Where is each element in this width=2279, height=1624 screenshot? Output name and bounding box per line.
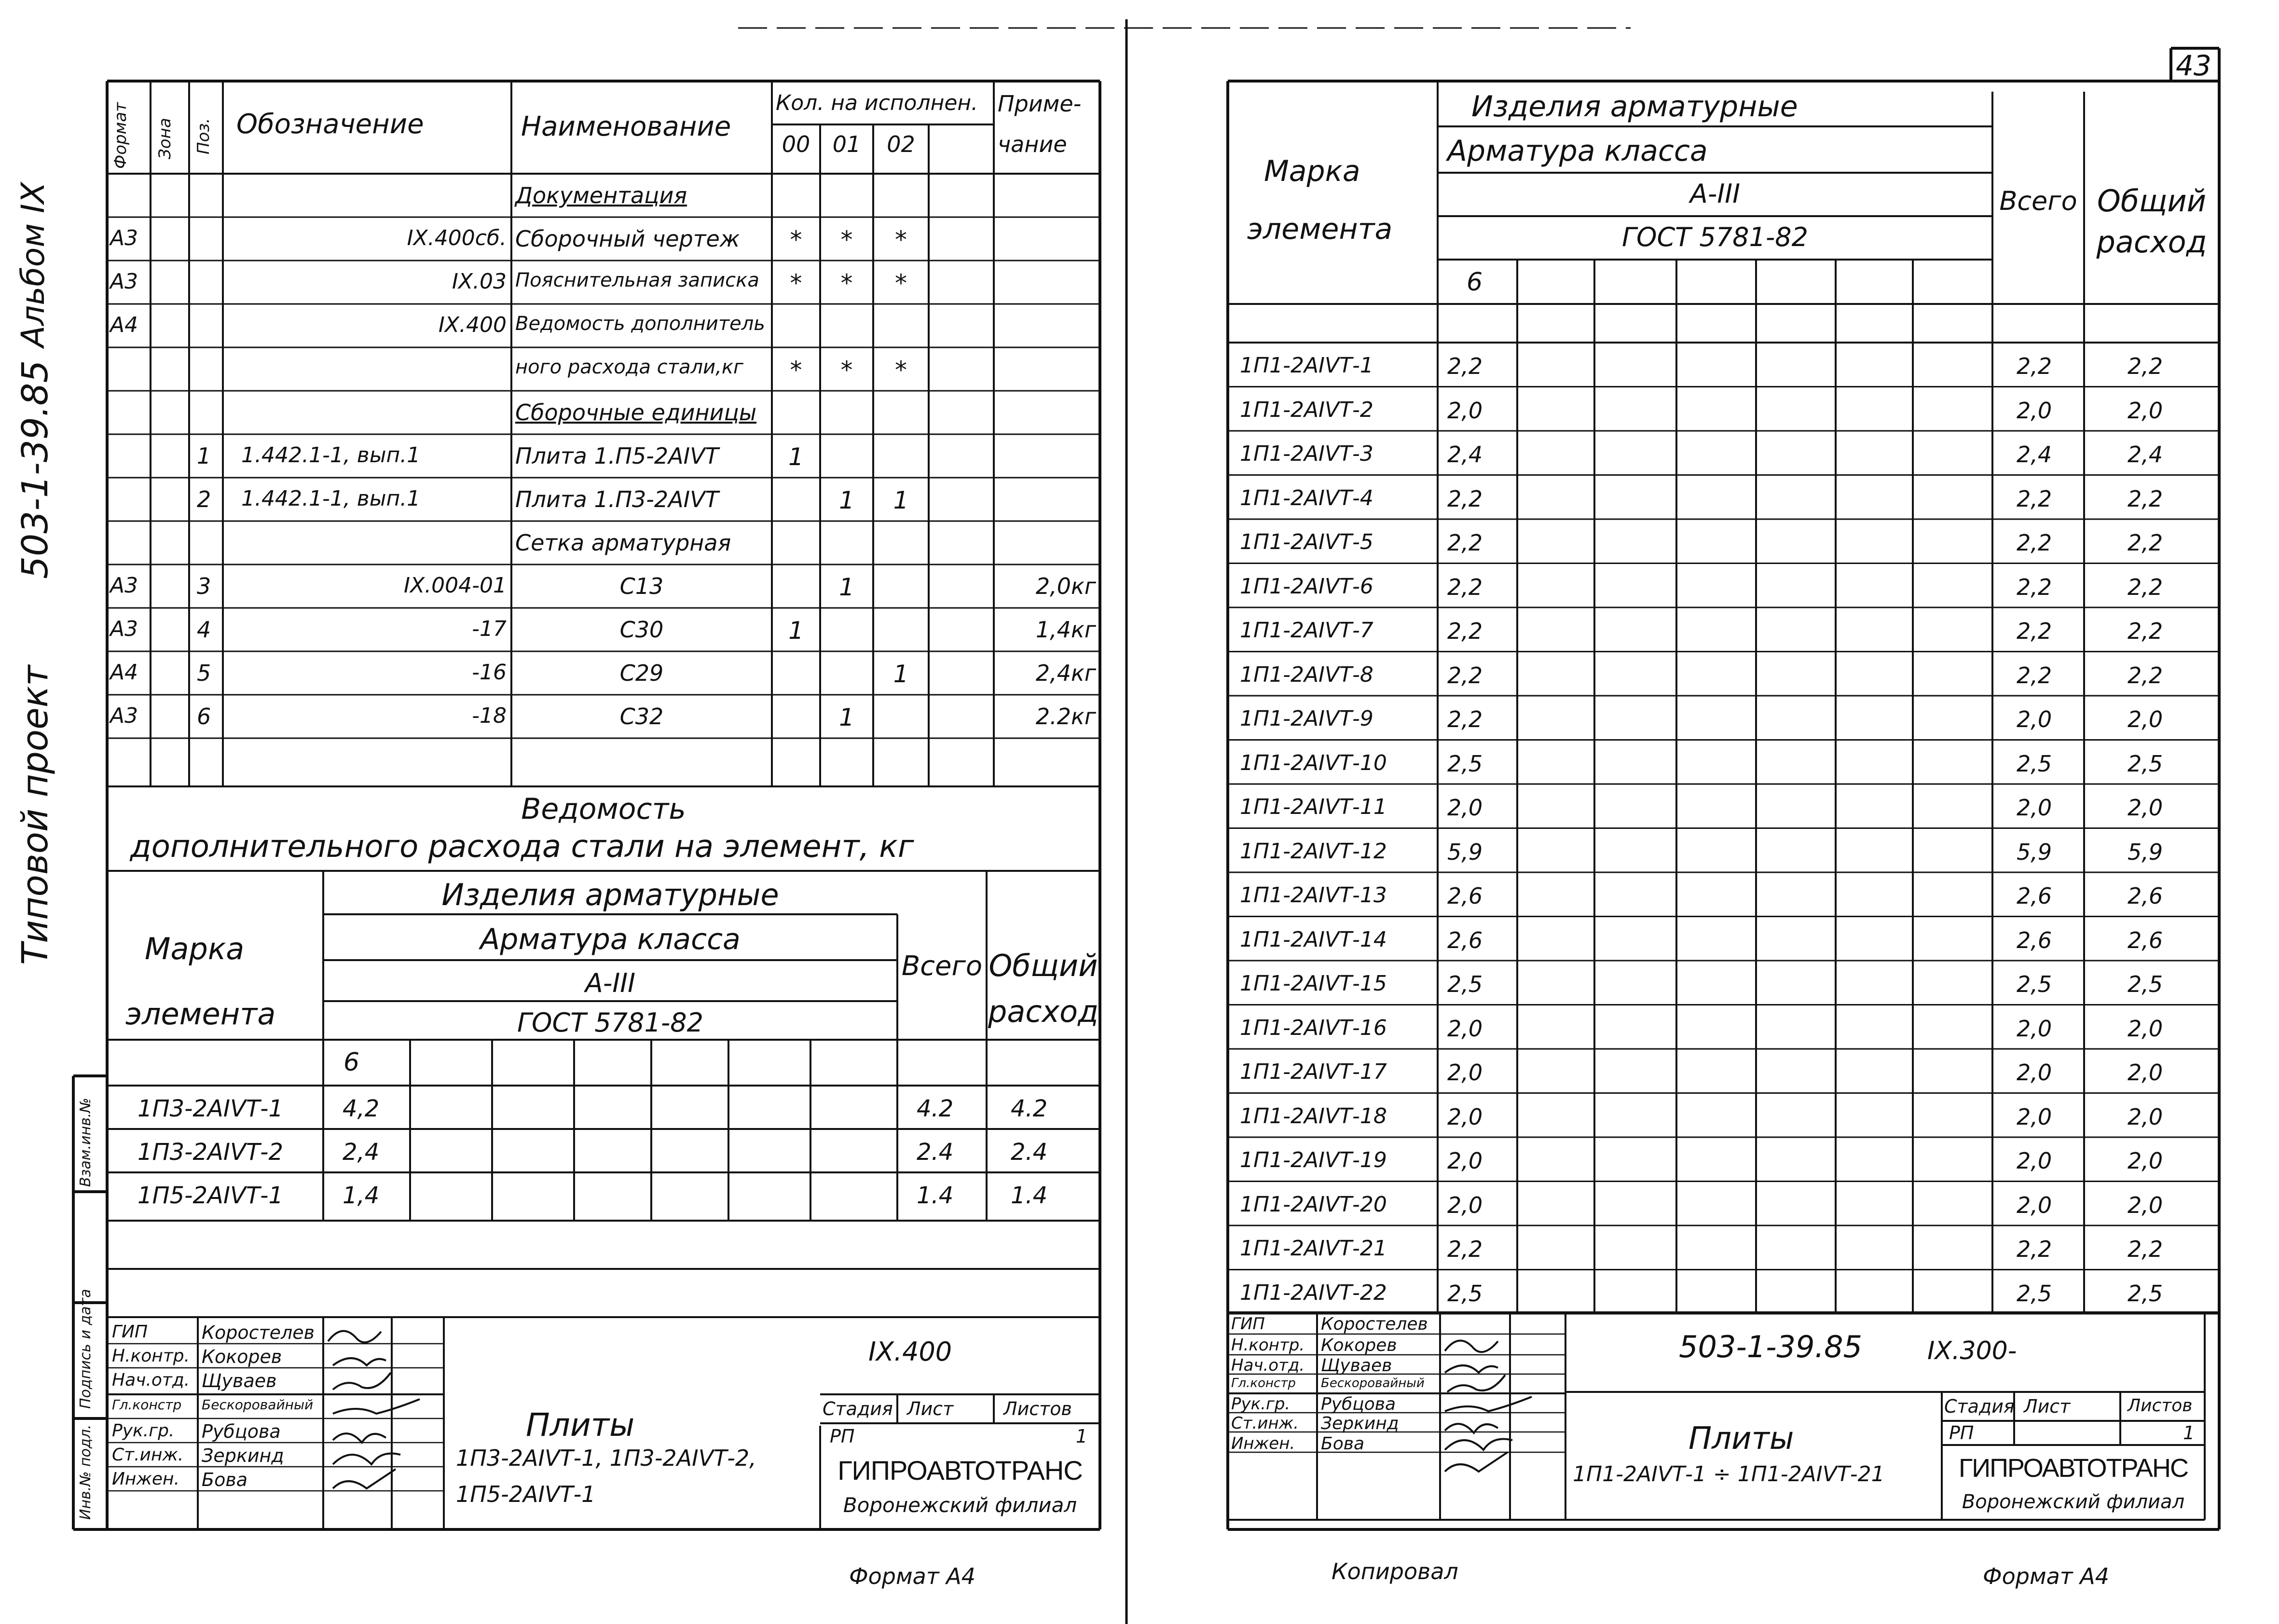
spec-format: А3 <box>110 617 138 641</box>
right-element-mark: 1П1-2АIVТ-11 <box>1240 795 1387 819</box>
right-d6-value: 2,2 <box>1447 662 1483 688</box>
spec-position: 2 <box>197 486 211 512</box>
right-total-value: 2,5 <box>2017 750 2052 777</box>
spec-header-designation: Обозначение <box>236 109 424 140</box>
right-total-value: 2,0 <box>2017 706 2052 732</box>
spec-header-variant-00: 00 <box>782 131 810 157</box>
right-common-value: 2,0 <box>2128 1192 2163 1218</box>
spec-name: ного расхода стали,кг <box>515 356 744 378</box>
right-common-value: 2,0 <box>2128 397 2163 424</box>
right-element-mark: 1П1-2АIVТ-8 <box>1240 662 1373 687</box>
spec-header-variant-02: 02 <box>887 131 915 157</box>
statement-title-2: дополнительного расхода стали на элемент, кг <box>130 829 914 865</box>
spec-qty-01: 1 <box>839 573 854 601</box>
spec-qty-00: 1 <box>788 443 804 471</box>
right-element-mark: 1П1-2АIVТ-22 <box>1240 1280 1387 1305</box>
right-d6-value: 2,2 <box>1447 706 1483 732</box>
spec-qty-00: * <box>790 226 802 254</box>
spec-name: С29 <box>619 660 664 686</box>
stamp-inv-label: Инв.№ подл. <box>77 1424 94 1520</box>
right-total-value: 2,6 <box>2017 927 2052 953</box>
right-stamp-role: Ст.инж. <box>1231 1414 1299 1433</box>
right-stamp-org: ГИПРОАВТОТРАНС <box>1959 1454 2188 1483</box>
left-total-value: 2.4 <box>917 1139 954 1166</box>
right-d6-value: 2,4 <box>1447 441 1483 468</box>
right-element-mark: 1П1-2АIVТ-3 <box>1240 441 1373 466</box>
left-stamp-doc-code: IX.400 <box>868 1336 952 1367</box>
right-total-value: 2,0 <box>2017 1148 2052 1174</box>
right-stamp-stage-label: Стадия <box>1944 1396 2015 1417</box>
right-common-value: 2,0 <box>2128 706 2163 732</box>
right-common-value: 2,0 <box>2128 1148 2163 1174</box>
left-stamp-subtitle-2: 1П5-2АIVТ-1 <box>456 1481 596 1507</box>
right-d6-value: 2,2 <box>1447 574 1483 600</box>
right-mark-header-2: элемента <box>1247 212 1393 246</box>
right-common-value: 2,2 <box>2128 485 2163 512</box>
left-stamp-role: Гл.констр <box>112 1397 182 1413</box>
right-products-header: Изделия арматурные <box>1471 90 1798 124</box>
right-common-value: 2,2 <box>2128 1236 2163 1262</box>
right-stamp-name: Кокорев <box>1321 1335 1397 1355</box>
right-element-mark: 1П1-2АIVТ-2 <box>1240 397 1373 422</box>
left-class-value: А-III <box>585 968 636 998</box>
right-total-value: 2,2 <box>2017 1236 2052 1262</box>
right-common-value: 2,0 <box>2128 795 2163 821</box>
left-stamp-role: Нач.отд. <box>112 1370 190 1390</box>
spec-name: Сетка арматурная <box>515 530 731 556</box>
spec-qty-02: 1 <box>893 486 909 514</box>
left-common-header-2: расход <box>988 994 1098 1029</box>
spec-name: Сборочные единицы <box>515 399 757 426</box>
left-total-value: 4.2 <box>917 1095 954 1122</box>
spec-designation: 1.442.1-1, вып.1 <box>241 443 421 468</box>
right-total-value: 2,2 <box>2017 618 2052 644</box>
left-stamp-role: Ст.инж. <box>112 1445 184 1465</box>
spec-designation: IX.400 <box>438 313 507 337</box>
right-total-value: 2,0 <box>2017 1103 2052 1130</box>
left-stamp-branch: Воронежский филиал <box>843 1493 1077 1517</box>
right-total-header: Всего <box>1999 186 2077 216</box>
left-diameter: 6 <box>343 1048 360 1077</box>
spec-header-pos: Поз. <box>194 118 213 154</box>
right-stamp-subtitle: 1П1-2АIVТ-1 ÷ 1П1-2АIVТ-21 <box>1573 1462 1885 1486</box>
right-stamp-role: ГИП <box>1231 1314 1265 1334</box>
left-total-header: Всего <box>901 950 983 982</box>
right-stamp-name: Коростелев <box>1321 1314 1428 1334</box>
spec-name: Плита 1.П5-2АIVТ <box>515 443 719 469</box>
right-d6-value: 2,0 <box>1447 1060 1483 1086</box>
left-stamp-stage: РП <box>830 1426 855 1447</box>
right-stamp-name: Зеркинд <box>1321 1414 1399 1433</box>
left-element-mark: 1П5-2АIVТ-1 <box>137 1182 284 1209</box>
right-total-value: 2,4 <box>2017 441 2052 468</box>
spec-position: 1 <box>197 443 211 469</box>
right-element-mark: 1П1-2АIVТ-9 <box>1240 706 1373 731</box>
spec-qty-02: 1 <box>893 660 909 688</box>
left-total-value: 1.4 <box>917 1182 954 1209</box>
spec-header-name: Наименование <box>521 111 731 142</box>
right-total-value: 2,2 <box>2017 353 2052 379</box>
left-mark-header-1: Марка <box>145 931 245 966</box>
spec-qty-00: 1 <box>788 617 804 645</box>
page-number: 43 <box>2176 49 2211 82</box>
right-d6-value: 2,2 <box>1447 353 1483 379</box>
right-gost: ГОСТ 5781-82 <box>1621 222 1809 252</box>
right-d6-value: 5,9 <box>1447 839 1483 865</box>
left-stamp-org: ГИПРОАВТОТРАНС <box>837 1455 1083 1486</box>
left-stamp-sheet-label: Лист <box>907 1398 954 1419</box>
right-common-value: 2,0 <box>2128 1060 2163 1086</box>
spec-header-zone: Зона <box>155 118 175 159</box>
right-stamp-role: Инжен. <box>1231 1434 1295 1453</box>
right-class-value: А-III <box>1689 179 1741 209</box>
right-element-mark: 1П1-2АIVТ-12 <box>1240 839 1387 864</box>
right-d6-value: 2,2 <box>1447 530 1483 556</box>
spec-name: Пояснительная записка <box>515 269 759 291</box>
stamp-replace-label: Взам.инв.№ <box>77 1098 94 1187</box>
right-stamp-role: Н.контр. <box>1231 1335 1305 1355</box>
right-total-value: 2,0 <box>2017 1060 2052 1086</box>
right-total-value: 2,0 <box>2017 1015 2052 1042</box>
spec-header-code-group: Кол. на исполнен. <box>776 91 978 115</box>
right-d6-value: 2,2 <box>1447 485 1483 512</box>
right-element-mark: 1П1-2АIVТ-15 <box>1240 971 1387 996</box>
left-stamp-title: Плиты <box>526 1406 635 1444</box>
right-common-value: 2,2 <box>2128 618 2163 644</box>
right-element-mark: 1П1-2АIVТ-16 <box>1240 1015 1387 1040</box>
right-common-value: 2,2 <box>2128 530 2163 556</box>
spec-name: С30 <box>619 617 664 643</box>
right-common-value: 2,6 <box>2128 883 2163 909</box>
spec-position: 5 <box>197 660 211 686</box>
right-stamp-name: Бескоровайный <box>1321 1376 1425 1390</box>
right-stamp-doc-code-1: 503-1-39.85 <box>1679 1329 1863 1364</box>
right-common-value: 2,4 <box>2128 441 2163 468</box>
right-stamp-name: Щуваев <box>1321 1356 1392 1376</box>
right-common-value: 5,9 <box>2128 839 2163 865</box>
right-element-mark: 1П1-2АIVТ-13 <box>1240 883 1387 908</box>
left-common-value: 4.2 <box>1011 1095 1048 1122</box>
right-stamp-role: Нач.отд. <box>1231 1356 1305 1375</box>
statement-title-1: Ведомость <box>521 792 686 826</box>
right-d6-value: 2,6 <box>1447 883 1483 909</box>
left-d6-value: 2,4 <box>343 1139 380 1166</box>
right-element-mark: 1П1-2АIVТ-7 <box>1240 618 1373 643</box>
spec-name: Плита 1.П3-2АIVТ <box>515 486 719 512</box>
spec-qty-02: * <box>895 269 907 297</box>
spec-header-note-2: чание <box>998 131 1067 157</box>
left-element-mark: 1П3-2АIVТ-2 <box>137 1139 284 1166</box>
right-diameter: 6 <box>1467 268 1483 297</box>
spec-format: А3 <box>110 573 138 598</box>
right-stamp-stage: РП <box>1949 1422 1974 1444</box>
right-element-mark: 1П1-2АIVТ-21 <box>1240 1236 1387 1261</box>
right-common-value: 2,0 <box>2128 1015 2163 1042</box>
spec-name: Сборочный чертеж <box>515 226 740 252</box>
spec-qty-01: * <box>840 356 853 384</box>
right-element-mark: 1П1-2АIVТ-19 <box>1240 1148 1387 1172</box>
left-stamp-name: Кокорев <box>202 1346 282 1367</box>
right-total-value: 2,2 <box>2017 485 2052 512</box>
spec-header-variant-01: 01 <box>832 131 861 157</box>
album-label: Альбом IX <box>14 182 52 347</box>
right-stamp-branch: Воронежский филиал <box>1962 1491 2185 1513</box>
spec-format: А3 <box>110 269 138 294</box>
right-element-mark: 1П1-2АIVТ-1 <box>1240 353 1373 378</box>
left-stamp-role: Н.контр. <box>112 1346 190 1366</box>
right-element-mark: 1П1-2АIVТ-20 <box>1240 1192 1387 1217</box>
spec-designation: -16 <box>472 660 507 685</box>
right-common-header-2: расход <box>2096 224 2207 260</box>
right-common-value: 2,5 <box>2128 750 2163 777</box>
spec-designation: -18 <box>472 703 507 728</box>
right-stamp-title: Плиты <box>1689 1421 1794 1457</box>
typical-project-label: Типовой проект <box>14 665 56 965</box>
right-d6-value: 2,0 <box>1447 1192 1483 1218</box>
right-total-value: 2,5 <box>2017 1280 2052 1307</box>
right-d6-value: 2,5 <box>1447 1280 1483 1307</box>
left-stamp-name: Щуваев <box>202 1370 277 1391</box>
spec-qty-01: * <box>840 269 853 297</box>
spec-format: А3 <box>110 226 138 250</box>
right-element-mark: 1П1-2АIVТ-6 <box>1240 574 1373 599</box>
right-d6-value: 2,0 <box>1447 795 1483 821</box>
left-stamp-stage-label: Стадия <box>823 1398 893 1419</box>
right-format: Формат А4 <box>1983 1563 2109 1589</box>
spec-note: 2,4кг <box>1035 660 1096 686</box>
spec-name: С13 <box>619 573 664 599</box>
right-mark-header-1: Марка <box>1264 154 1360 188</box>
left-common-value: 1.4 <box>1011 1182 1048 1209</box>
right-total-value: 2,0 <box>2017 397 2052 424</box>
right-d6-value: 2,5 <box>1447 750 1483 777</box>
spec-position: 6 <box>197 703 211 729</box>
right-total-value: 2,2 <box>2017 662 2052 688</box>
right-common-value: 2,2 <box>2128 662 2163 688</box>
spec-format: А4 <box>110 313 138 337</box>
left-format: Формат А4 <box>849 1563 975 1589</box>
right-total-value: 5,9 <box>2017 839 2052 865</box>
left-stamp-name: Коростелев <box>202 1322 315 1343</box>
spec-header-note-1: Приме- <box>998 91 1082 117</box>
right-d6-value: 2,5 <box>1447 971 1483 997</box>
spec-position: 3 <box>197 573 211 599</box>
right-element-mark: 1П1-2АIVТ-10 <box>1240 750 1387 775</box>
right-total-value: 2,0 <box>2017 795 2052 821</box>
right-element-mark: 1П1-2АIVТ-4 <box>1240 485 1373 510</box>
right-total-value: 2,2 <box>2017 574 2052 600</box>
right-element-mark: 1П1-2АIVТ-17 <box>1240 1060 1387 1084</box>
right-d6-value: 2,2 <box>1447 618 1483 644</box>
left-stamp-sheets: 1 <box>1076 1426 1088 1447</box>
right-stamp-role: Рук.гр. <box>1231 1394 1291 1414</box>
right-d6-value: 2,0 <box>1447 1103 1483 1130</box>
right-common-value: 2,5 <box>2128 971 2163 997</box>
right-element-mark: 1П1-2АIVТ-14 <box>1240 927 1387 952</box>
right-element-mark: 1П1-2АIVТ-5 <box>1240 530 1373 554</box>
spec-name: С32 <box>619 703 664 729</box>
left-mark-header-2: элемента <box>125 996 276 1032</box>
right-d6-value: 2,0 <box>1447 1148 1483 1174</box>
right-stamp-role: Гл.констр <box>1231 1376 1296 1390</box>
left-d6-value: 4,2 <box>343 1095 380 1122</box>
spec-designation: IX.03 <box>452 269 507 294</box>
spec-qty-00: * <box>790 269 802 297</box>
left-stamp-role: ГИП <box>112 1322 148 1342</box>
spec-position: 4 <box>197 617 211 643</box>
spec-qty-00: * <box>790 356 802 384</box>
left-common-header-1: Общий <box>988 948 1098 983</box>
right-total-value: 2,6 <box>2017 883 2052 909</box>
spec-name: Документация <box>515 182 687 208</box>
right-d6-value: 2,0 <box>1447 397 1483 424</box>
right-common-value: 2,0 <box>2128 1103 2163 1130</box>
right-stamp-sheets-label: Листов <box>2128 1396 2193 1416</box>
right-common-value: 2,6 <box>2128 927 2163 953</box>
left-stamp-name: Бескоровайный <box>202 1397 314 1413</box>
right-stamp-name: Бова <box>1321 1434 1364 1454</box>
right-total-value: 2,2 <box>2017 530 2052 556</box>
spec-header-format: Формат <box>111 102 130 169</box>
spec-format: А3 <box>110 703 138 728</box>
right-common-value: 2,2 <box>2128 574 2163 600</box>
spec-designation: IX.004-01 <box>404 573 507 598</box>
spec-designation: -17 <box>472 617 507 641</box>
spec-qty-02: * <box>895 356 907 384</box>
left-stamp-subtitle-1: 1П3-2АIVТ-1, 1П3-2АIVТ-2, <box>456 1445 756 1471</box>
right-stamp-doc-code-2: IX.300- <box>1927 1336 2017 1365</box>
left-common-value: 2.4 <box>1011 1139 1048 1166</box>
right-element-mark: 1П1-2АIVТ-18 <box>1240 1103 1387 1129</box>
spec-designation: 1.442.1-1, вып.1 <box>241 486 421 511</box>
spec-note: 2,0кг <box>1035 573 1096 599</box>
spec-qty-01: * <box>840 226 853 254</box>
left-gost: ГОСТ 5781-82 <box>517 1007 704 1038</box>
spec-qty-01: 1 <box>839 703 854 731</box>
project-code-label: 503-1-39.85 <box>14 360 56 579</box>
spec-designation: IX.400сб. <box>407 226 507 250</box>
right-total-value: 2,5 <box>2017 971 2052 997</box>
spec-note: 2.2кг <box>1035 703 1096 729</box>
right-stamp-sheets: 1 <box>2183 1422 2195 1444</box>
left-class-header: Арматура класса <box>480 922 741 956</box>
spec-format: А4 <box>110 660 138 685</box>
right-common-value: 2,2 <box>2128 353 2163 379</box>
right-common-value: 2,5 <box>2128 1280 2163 1307</box>
right-common-header-1: Общий <box>2097 183 2207 219</box>
right-d6-value: 2,0 <box>1447 1015 1483 1042</box>
left-stamp-name: Бова <box>202 1469 247 1490</box>
right-stamp-name: Рубцова <box>1321 1394 1396 1414</box>
right-stamp-sheet-label: Лист <box>2024 1396 2071 1417</box>
spec-name: Ведомость дополнитель <box>515 313 765 335</box>
left-stamp-role: Инжен. <box>112 1469 180 1489</box>
right-d6-value: 2,6 <box>1447 927 1483 953</box>
left-element-mark: 1П3-2АIVТ-1 <box>137 1095 284 1122</box>
spec-qty-02: * <box>895 226 907 254</box>
spec-qty-01: 1 <box>839 486 854 514</box>
stamp-sign-label: Подпись и дата <box>77 1289 94 1409</box>
right-d6-value: 2,2 <box>1447 1236 1483 1262</box>
spec-note: 1,4кг <box>1035 617 1096 643</box>
right-class-header: Арматура класса <box>1447 134 1708 168</box>
left-stamp-name: Рубцова <box>202 1421 281 1442</box>
left-products-header: Изделия арматурные <box>441 877 779 912</box>
right-total-value: 2,0 <box>2017 1192 2052 1218</box>
right-copied: Копировал <box>1332 1558 1458 1584</box>
left-stamp-name: Зеркинд <box>202 1445 284 1466</box>
left-stamp-sheets-label: Листов <box>1003 1398 1072 1419</box>
left-stamp-role: Рук.гр. <box>112 1421 175 1441</box>
left-d6-value: 1,4 <box>343 1182 380 1209</box>
